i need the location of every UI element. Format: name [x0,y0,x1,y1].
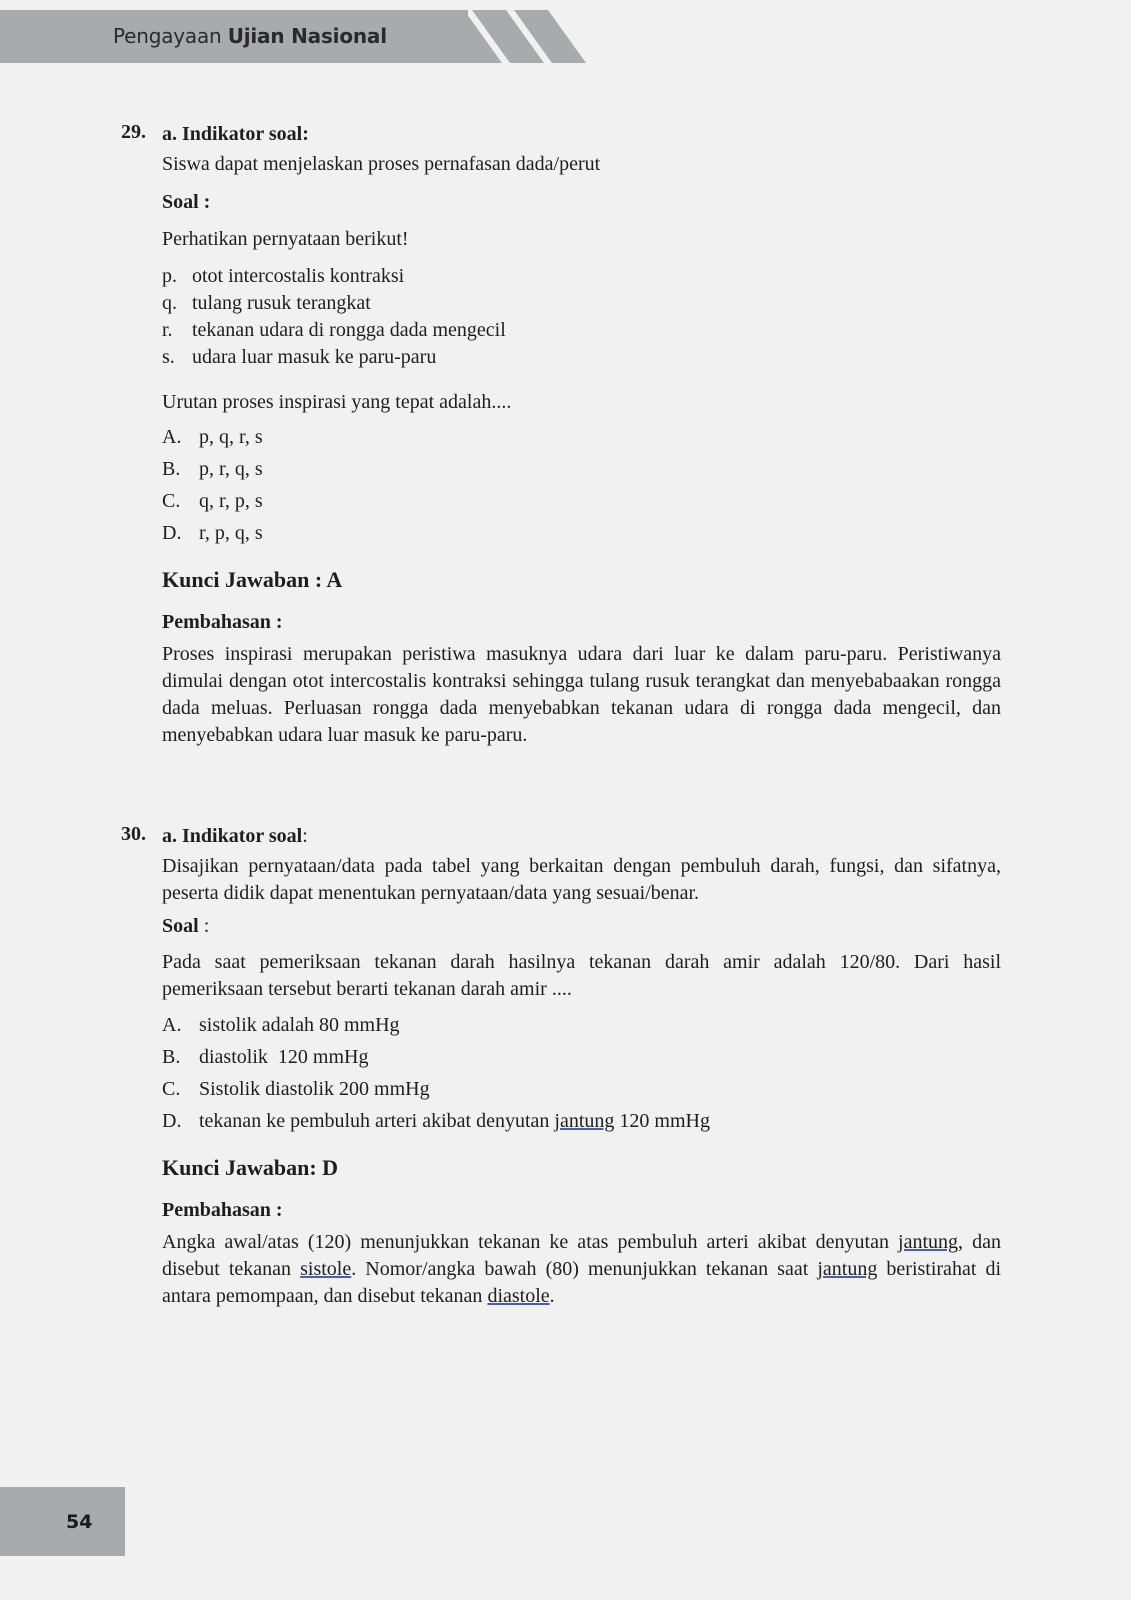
list-text: otot intercostalis kontraksi [192,265,405,287]
list-marker: q. [162,292,177,314]
option-marker: C. [162,1078,181,1100]
list-text: tulang rusuk terangkat [192,292,371,314]
page-number-box [0,1487,125,1556]
answer-option [162,421,1001,453]
question-number: 30. [121,823,146,845]
option-text: sistolik adalah 80 mmHg [199,1014,400,1036]
option-text: r, p, q, s [199,522,263,544]
option-text-part: tekanan ke pembuluh arteri akibat denyutan [199,1110,555,1132]
answer-key: Kunci Jawaban : A [162,567,343,592]
indikator-label: a. Indikator soal: [162,123,309,145]
answer-option [162,1009,1001,1041]
pembahasan-part: . Nomor/angka bawah (80) menunjukkan tekanan saat [351,1258,818,1280]
question-29 [121,119,1001,749]
underlined-term: jantung [554,1110,615,1132]
option-text [199,1105,710,1137]
question-text: Urutan proses inspirasi yang tepat adalah.... [162,391,512,413]
list-item [162,317,1001,344]
soal-label: Soal : [162,191,211,213]
pembahasan-label: Pembahasan : [162,611,283,633]
underlined-term: diastole [487,1285,550,1307]
underlined-term: jantung [898,1231,959,1253]
indikator-label-colon: : [302,825,308,847]
pembahasan-part: . [549,1285,555,1307]
header-title-bold: Ujian Nasional [227,24,387,48]
question-text: Pada saat pemeriksaan tekanan darah hasilnya tekanan darah amir adalah 120/80. Dari hasil pemeriksaan tersebut berarti tekanan darah amir .... [162,951,1001,1000]
list-text: udara luar masuk ke paru-paru [192,346,437,368]
answer-option [162,453,1001,485]
option-text: p, r, q, s [199,458,263,480]
header-title [113,24,387,48]
header-title-prefix: Pengayaan [113,24,222,48]
answer-key: Kunci Jawaban: D [162,1155,339,1180]
list-item [162,263,1001,290]
statement-list [162,263,1001,371]
underlined-term: sistole [300,1258,352,1280]
soal-label [162,913,1001,939]
option-text: q, r, p, s [199,490,263,512]
list-marker: p. [162,265,177,287]
pembahasan-part: Angka awal/atas (120) menunjukkan tekanan ke atas pembuluh arteri akibat denyutan [162,1231,899,1253]
option-text-part: 120 mmHg [614,1110,710,1132]
page-number: 54 [66,1511,93,1533]
list-text: tekanan udara di rongga dada mengecil [192,319,506,341]
list-item [162,344,1001,371]
soal-label-colon: : [198,915,210,937]
question-number: 29. [121,121,146,143]
indikator-label-text: a. Indikator soal [162,825,303,847]
option-marker: A. [162,426,182,448]
answer-option [162,485,1001,517]
pembahasan-part: beristirahat di antara pemompaan, dan disebut tekanan [162,1258,1001,1307]
option-marker: C. [162,490,181,512]
pembahasan-text: Proses inspirasi merupakan peristiwa masuknya udara dari luar ke dalam paru-paru. Peristiwanya dimulai dengan otot intercostalis kontraksi sehingga tulang rusuk terangkat dan menyebabaakan rongga dada meluas. Perluasan rongga dada menyebabkan tekanan udara di rongga dada mengecil, dan menyebabkan udara luar masuk ke paru-paru. [162,643,1001,746]
answer-options [162,1009,1001,1137]
option-marker: D. [162,1110,182,1132]
pembahasan-part: , dan disebut tekanan [162,1231,1001,1280]
option-marker: A. [162,1014,182,1036]
underlined-term: jantung [817,1258,878,1280]
option-text: diastolik 120 mmHg [199,1046,369,1068]
answer-option [162,517,1001,549]
list-marker: s. [162,346,175,368]
soal-label-text: Soal [162,915,199,937]
indikator-text: Disajikan pernyataan/data pada tabel yang berkaitan dengan pembuluh darah, fungsi, dan sifatnya, peserta didik dapat menentukan pernyataan/data yang sesuai/benar. [162,855,1001,904]
answer-option [162,1105,1001,1137]
question-intro: Perhatikan pernyataan berikut! [162,228,409,250]
answer-options [162,421,1001,549]
header-stripes-decoration [430,10,590,65]
list-marker: r. [162,319,173,341]
list-item [162,290,1001,317]
option-text: p, q, r, s [199,426,263,448]
answer-option [162,1073,1001,1105]
question-30 [121,823,1001,1310]
indikator-text: Siswa dapat menjelaskan proses pernafasan dada/perut [162,153,601,175]
option-marker: D. [162,522,182,544]
option-marker: B. [162,458,181,480]
pembahasan-text [162,1229,1001,1310]
answer-option [162,1041,1001,1073]
indikator-label [162,823,1001,849]
option-marker: B. [162,1046,181,1068]
pembahasan-label: Pembahasan : [162,1199,283,1221]
option-text: Sistolik diastolik 200 mmHg [199,1078,430,1100]
